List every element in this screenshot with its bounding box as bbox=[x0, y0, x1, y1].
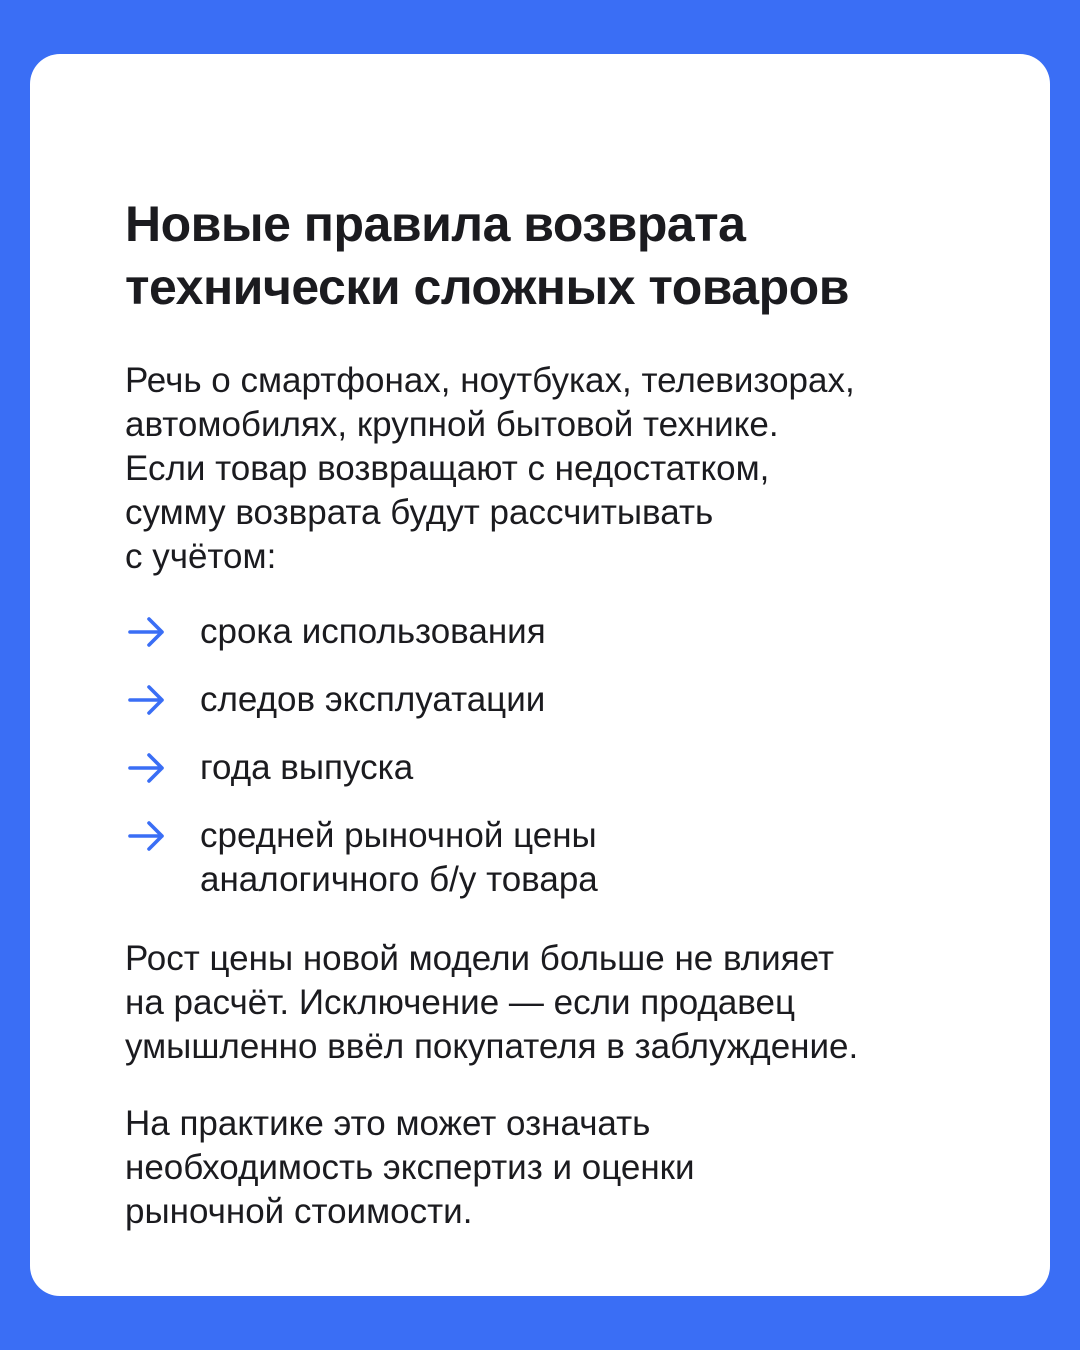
closing-paragraph bbox=[125, 1102, 990, 1234]
page-title bbox=[125, 193, 990, 319]
list-item bbox=[125, 678, 990, 722]
outro-line: Рост цены новой модели больше не влияет bbox=[125, 939, 835, 978]
outro-line: на расчёт. Исключение — если продавец bbox=[125, 983, 795, 1022]
criteria-list bbox=[125, 610, 990, 902]
closing-line: необходимость экспертиз и оценки bbox=[125, 1148, 695, 1187]
intro-line: Если товар возвращают с недостатком, bbox=[125, 449, 770, 488]
arrow-right-icon bbox=[125, 678, 169, 722]
intro-line: Речь о смартфонах, ноутбуках, телевизорах, bbox=[125, 361, 855, 400]
title-line: Новые правила возврата bbox=[125, 196, 746, 252]
arrow-right-icon bbox=[125, 746, 169, 790]
arrow-right-icon bbox=[125, 610, 169, 654]
closing-line: рыночной стоимости. bbox=[125, 1192, 473, 1231]
list-item-text bbox=[200, 610, 546, 654]
list-item bbox=[125, 746, 990, 790]
list-item-line: года выпуска bbox=[200, 748, 414, 787]
title-line: технически сложных товаров bbox=[125, 259, 849, 315]
outro-paragraph bbox=[125, 937, 990, 1069]
list-item-text bbox=[200, 814, 598, 902]
list-item bbox=[125, 814, 990, 902]
list-item-line: срока использования bbox=[200, 612, 546, 651]
list-item-text bbox=[200, 678, 545, 722]
intro-line: с учётом: bbox=[125, 537, 277, 576]
intro-line: сумму возврата будут рассчитывать bbox=[125, 493, 714, 532]
intro-paragraph bbox=[125, 359, 990, 579]
list-item bbox=[125, 610, 990, 654]
intro-line: автомобилях, крупной бытовой технике. bbox=[125, 405, 779, 444]
list-item-line: аналогичного б/у товара bbox=[200, 860, 598, 899]
closing-line: На практике это может означать bbox=[125, 1104, 651, 1143]
list-item-line: следов эксплуатации bbox=[200, 680, 546, 719]
content-card bbox=[30, 54, 1050, 1296]
arrow-right-icon bbox=[125, 814, 169, 858]
outro-line: умышленно ввёл покупателя в заблуждение. bbox=[125, 1027, 859, 1066]
list-item-line: средней рыночной цены bbox=[200, 816, 597, 855]
list-item-text bbox=[200, 746, 413, 790]
